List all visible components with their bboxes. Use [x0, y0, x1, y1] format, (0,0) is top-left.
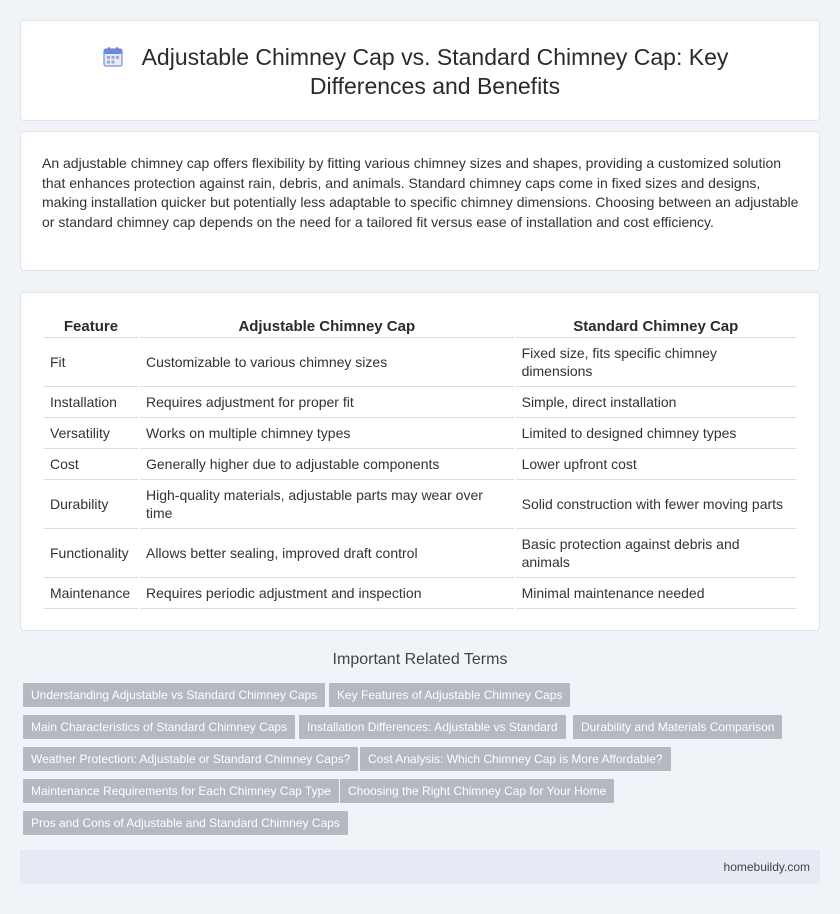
table-cell-adjustable: Requires periodic adjustment and inspection	[140, 578, 514, 609]
column-header-feature: Feature	[44, 314, 138, 338]
table-cell-adjustable: Allows better sealing, improved draft control	[140, 529, 514, 578]
table-cell-standard: Fixed size, fits specific chimney dimensions	[516, 338, 796, 387]
table-cell-adjustable: High-quality materials, adjustable parts may wear over time	[140, 480, 514, 529]
related-term-tag[interactable]: Cost Analysis: Which Chimney Cap is More Affordable?	[360, 747, 671, 771]
table-cell-standard: Minimal maintenance needed	[516, 578, 796, 609]
table-cell-standard: Limited to designed chimney types	[516, 418, 796, 449]
table-cell-feature: Cost	[44, 449, 138, 480]
related-term-tag[interactable]: Pros and Cons of Adjustable and Standard Chimney Caps	[23, 811, 348, 835]
table-cell-standard: Lower upfront cost	[516, 449, 796, 480]
table-cell-feature: Versatility	[44, 418, 138, 449]
table-cell-adjustable: Works on multiple chimney types	[140, 418, 514, 449]
table-row	[44, 449, 796, 480]
table-header-row	[44, 314, 796, 338]
comparison-table-card	[20, 292, 820, 631]
comparison-table	[42, 314, 798, 609]
table-cell-standard: Simple, direct installation	[516, 387, 796, 418]
table-cell-feature: Maintenance	[44, 578, 138, 609]
column-header-standard: Standard Chimney Cap	[516, 314, 796, 338]
table-row	[44, 480, 796, 529]
intro-paragraph: An adjustable chimney cap offers flexibility by fitting various chimney sizes and shapes, providing a customized solution that enhances protection against rain, debris, and animals. Standard chimney caps come in fixed sizes and designs, making installation quicker but potentially less adaptable to specific chimney dimensions. Choosing between an adjustable or standard chimney cap depends on the need for a tailored fit versus ease of installation and cost efficiency.	[42, 155, 799, 230]
intro-card	[20, 131, 820, 271]
table-cell-feature: Functionality	[44, 529, 138, 578]
footer-site-link[interactable]: homebuildy.com	[723, 860, 810, 874]
related-term-tag[interactable]: Durability and Materials Comparison	[573, 715, 782, 739]
table-cell-adjustable: Requires adjustment for proper fit	[140, 387, 514, 418]
related-term-tag[interactable]: Main Characteristics of Standard Chimney Caps	[23, 715, 295, 739]
table-row	[44, 529, 796, 578]
column-header-adjustable: Adjustable Chimney Cap	[140, 314, 514, 338]
table-row	[44, 338, 796, 387]
table-cell-feature: Durability	[44, 480, 138, 529]
table-cell-adjustable: Customizable to various chimney sizes	[140, 338, 514, 387]
page-title: Adjustable Chimney Cap vs. Standard Chimney Cap: Key Differences and Benefits	[141, 44, 729, 99]
title-card	[20, 20, 820, 121]
related-term-tag[interactable]: Choosing the Right Chimney Cap for Your Home	[340, 779, 614, 803]
table-row	[44, 578, 796, 609]
table-cell-standard: Basic protection against debris and animals	[516, 529, 796, 578]
table-cell-feature: Fit	[44, 338, 138, 387]
related-term-tag[interactable]: Maintenance Requirements for Each Chimney Cap Type	[23, 779, 339, 803]
table-cell-standard: Solid construction with fewer moving parts	[516, 480, 796, 529]
table-cell-adjustable: Generally higher due to adjustable components	[140, 449, 514, 480]
table-row	[44, 387, 796, 418]
related-term-tag[interactable]: Key Features of Adjustable Chimney Caps	[329, 683, 570, 707]
related-terms-heading: Important Related Terms	[332, 651, 508, 668]
footer	[20, 850, 820, 884]
related-term-tag[interactable]: Installation Differences: Adjustable vs Standard	[299, 715, 566, 739]
table-cell-feature: Installation	[44, 387, 138, 418]
related-term-tag[interactable]: Weather Protection: Adjustable or Standard Chimney Caps?	[23, 747, 358, 771]
table-row	[44, 418, 796, 449]
related-term-tag[interactable]: Understanding Adjustable vs Standard Chimney Caps	[23, 683, 325, 707]
